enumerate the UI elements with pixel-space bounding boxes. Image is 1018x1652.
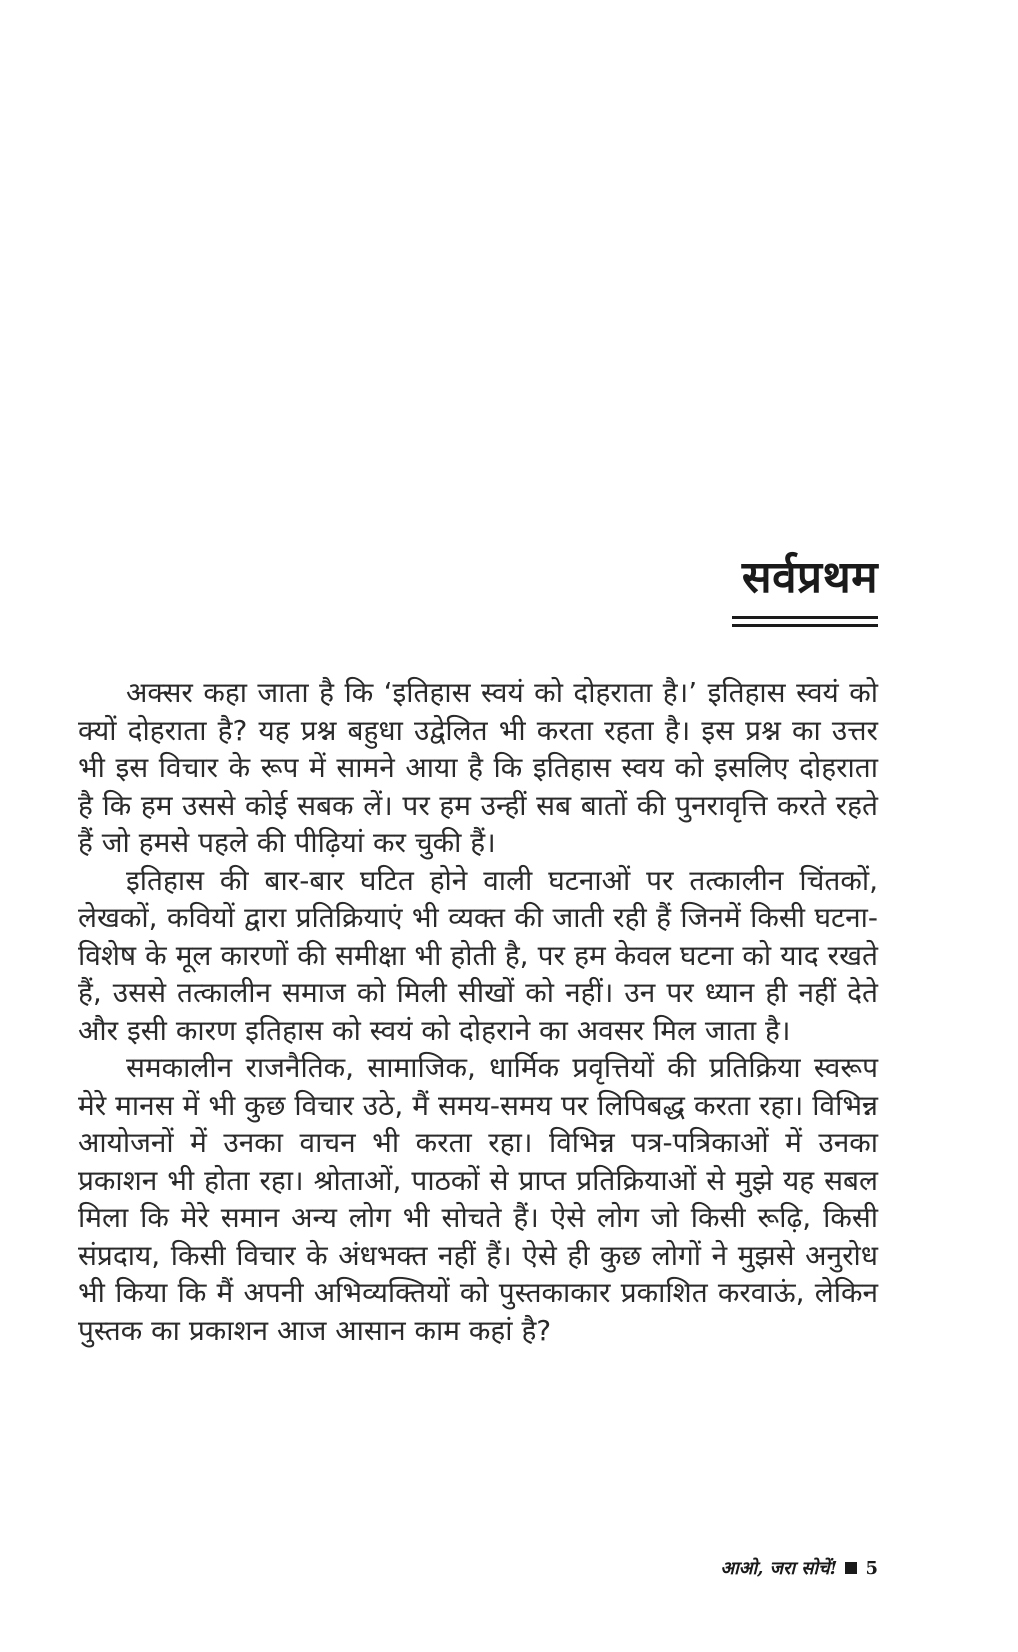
chapter-heading — [732, 548, 878, 627]
title-double-rule — [732, 616, 878, 627]
page-footer — [720, 1556, 878, 1580]
paragraph-1: अक्सर कहा जाता है कि ‘इतिहास स्वयं को दोहराता है।’ इतिहास स्वयं को क्यों दोहराता है? यह प्रश्न बहुधा उद्वेलित भी करता रहता है। इस प्रश्न का उत्तर भी इस विचार के रूप में सामने आया है कि इतिहास स्वय को इसलिए दोहराता है कि हम उससे कोई सबक लें। पर हम उन्हीं सब बातों की पुनरावृत्ति करते रहते हैं जो हमसे पहले की पीढ़ियां कर चुकी हैं। — [78, 676, 878, 859]
running-title: आओ, जरा सोचें! — [720, 1558, 838, 1579]
paragraph-2: इतिहास की बार-बार घटित होने वाली घटनाओं पर तत्कालीन चिंतकों, लेखकों, कवियों द्वारा प्रतिक्रियाएं भी व्यक्त की जाती रही हैं जिनमें किसी घटना-विशेष के मूल कारणों की समीक्षा भी होती है, पर हम केवल घटना को याद रखते हैं, उससे तत्कालीन समाज को मिली सीखों को नहीं। उन पर ध्यान ही नहीं देते और इसी कारण इतिहास को स्वयं को दोहराने का अवसर मिल जाता है। — [78, 863, 878, 1047]
chapter-title: सर्वप्रथम — [741, 552, 878, 603]
square-bullet-icon — [845, 1562, 857, 1574]
paragraph-3: समकालीन राजनैतिक, सामाजिक, धार्मिक प्रवृत्तियों की प्रतिक्रिया स्वरूप मेरे मानस में भी कुछ विचार उठे, मैं समय-समय पर लिपिबद्ध करता रहा। विभिन्न आयोजनों में उनका वाचन भी करता रहा। विभिन्न पत्र-पत्रिकाओं में उनका प्रकाशन भी होता रहा। श्रोताओं, पाठकों से प्राप्त प्रतिक्रियाओं से मुझे यह सबल मिला कि मेरे समान अन्य लोग भी सोचते हैं। ऐसे लोग जो किसी रूढ़ि, किसी संप्रदाय, किसी विचार के अंधभक्त नहीं हैं। ऐसे ही कुछ लोगों ने मुझसे अनुरोध भी किया कि मैं अपनी अभिव्यक्तियों को पुस्तकाकार प्रकाशित करवाऊं, लेकिन पुस्तक का प्रकाशन आज आसान काम कहां है? — [78, 1051, 878, 1347]
page-number: 5 — [865, 1557, 878, 1579]
body-text — [78, 674, 878, 1349]
